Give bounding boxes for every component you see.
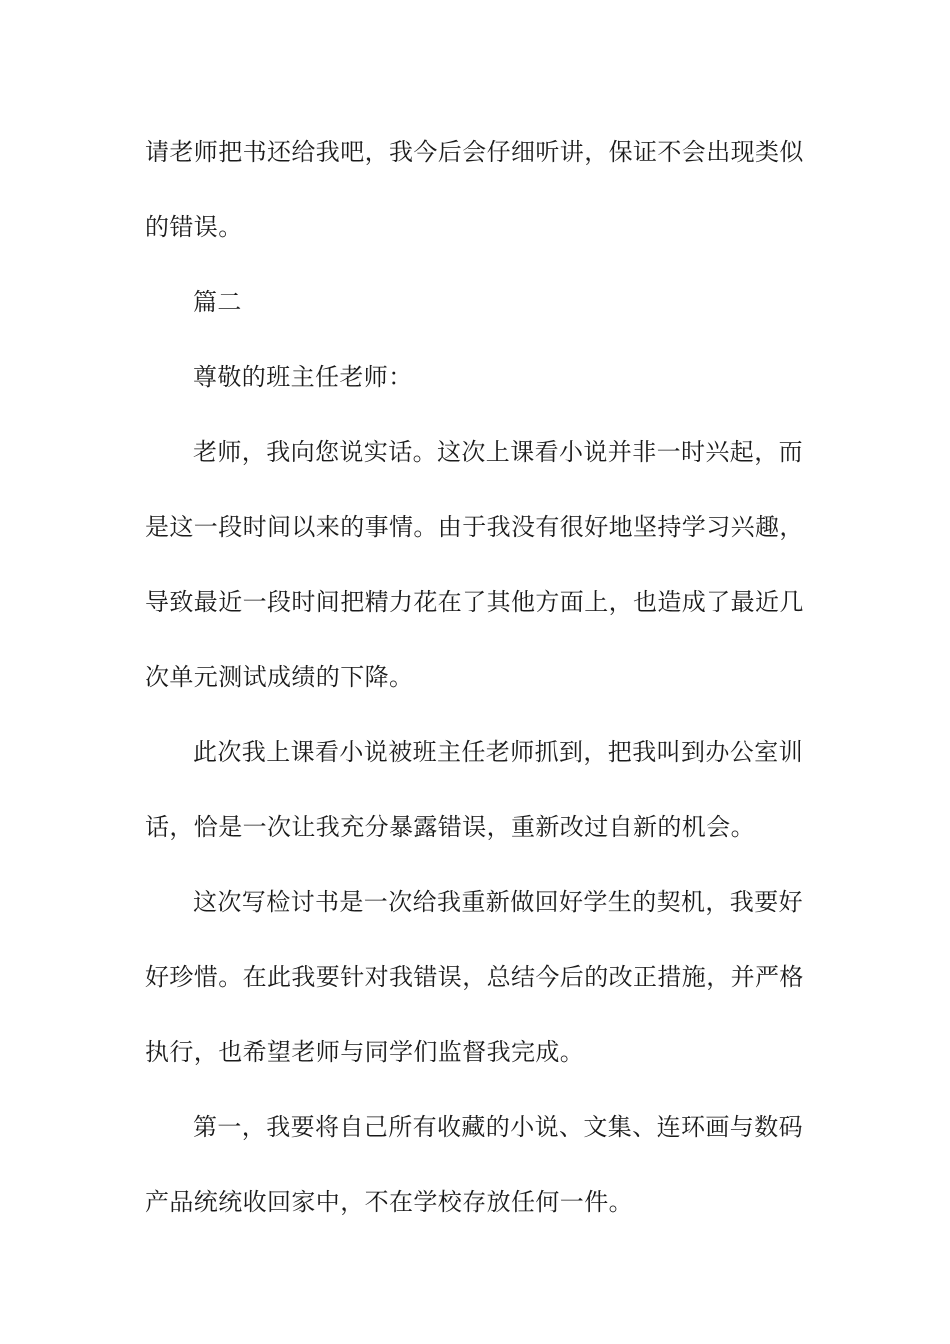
body-text-line: 请老师把书还给我吧，我今后会仔细听讲，保证不会出现类似 [145,138,804,166]
paragraph-first-line: 此次我上课看小说被班主任老师抓到，把我叫到办公室训 [193,738,803,766]
body-text-line: 产品统统收回家中，不在学校存放任何一件。 [145,1188,633,1216]
body-text-line: 次单元测试成绩的下降。 [145,663,414,691]
salutation: 尊敬的班主任老师： [193,363,413,391]
body-text-line: 导致最近一段时间把精力花在了其他方面上，也造成了最近几 [145,588,804,616]
body-text-line: 是这一段时间以来的事情。由于我没有很好地坚持学习兴趣， [145,513,804,541]
paragraph-first-line: 这次写检讨书是一次给我重新做回好学生的契机，我要好 [193,888,803,916]
body-text-line: 话，恰是一次让我充分暴露错误，重新改过自新的机会。 [145,813,755,841]
paragraph-first-line: 老师，我向您说实话。这次上课看小说并非一时兴起，而 [193,438,803,466]
body-text-line: 的错误。 [145,213,243,241]
body-text-line: 好珍惜。在此我要针对我错误，总结今后的改正措施，并严格 [145,963,804,991]
paragraph-first-line: 第一，我要将自己所有收藏的小说、文集、连环画与数码 [193,1113,803,1141]
section-heading: 篇二 [193,288,242,316]
body-text-line: 执行，也希望老师与同学们监督我完成。 [145,1038,585,1066]
